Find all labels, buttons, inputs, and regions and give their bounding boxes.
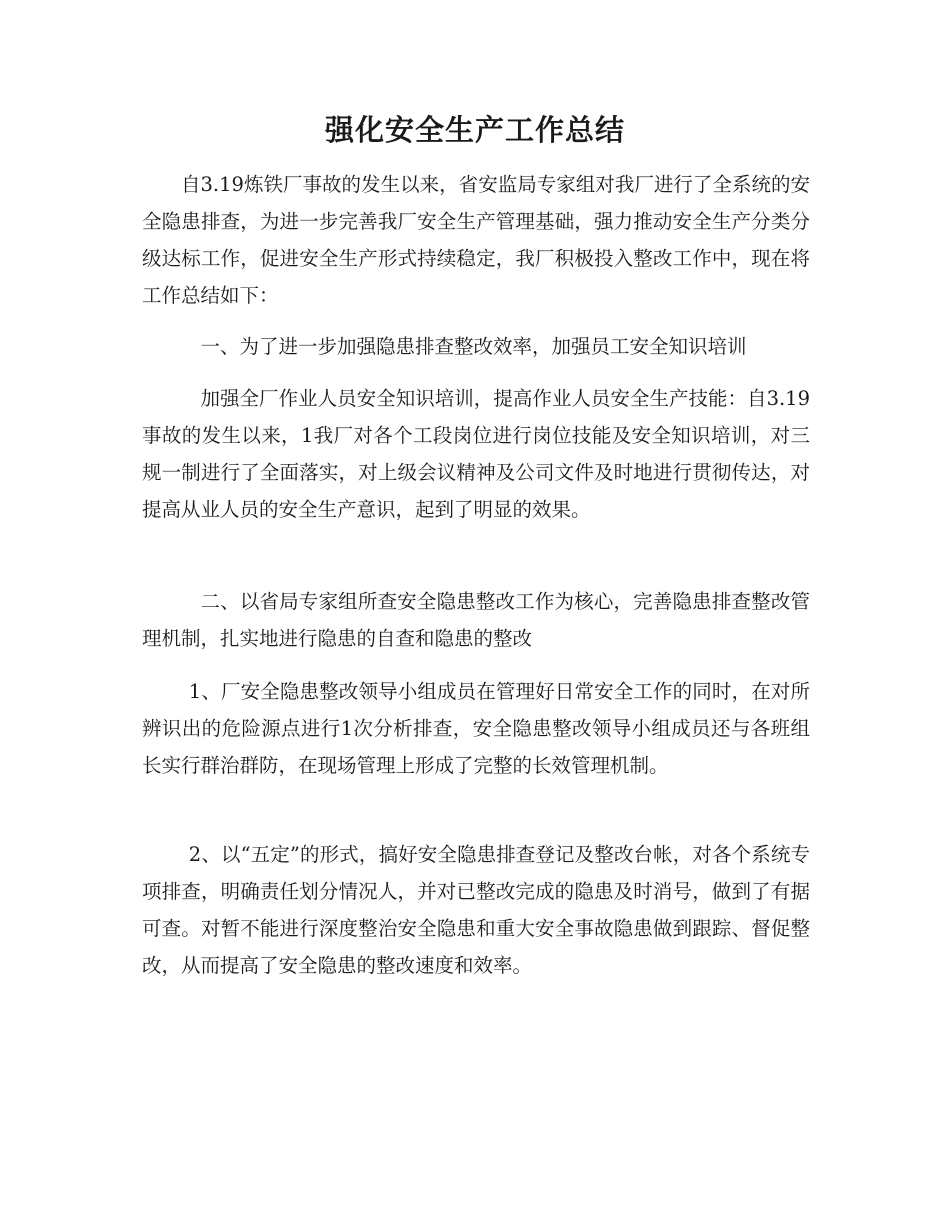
paragraph-intro: 自3.19炼铁厂事故的发生以来，省安监局专家组对我厂进行了全系统的安全隐患排查，为进一步完善我厂安全生产管理基础，强力推动安全生产分类分级达标工作，促进安全生产形式持续稳定，我厂积极投入整改工作中，现在将工作总结如下：: [142, 173, 810, 307]
paragraph-training: 加强全厂作业人员安全知识培训，提高作业人员安全生产技能：自3.19事故的发生以来，1我厂对各个工段岗位进行岗位技能及安全知识培训，对三规一制进行了全面落实，对上级会议精神及公司文件及时地进行贯彻传达，对提高从业人员的安全生产意识，起到了明显的效果。: [142, 387, 810, 521]
section-heading-2: 二、以省局专家组所查安全隐患整改工作为核心，完善隐患排查整改管理机制，扎实地进行隐患的自查和隐患的整改: [142, 590, 810, 650]
document-title: 强化安全生产工作总结: [324, 113, 625, 147]
paragraph-item-1: 1、厂安全隐患整改领导小组成员在管理好日常安全工作的同时，在对所辨识出的危险源点进行1次分析排查，安全隐患整改领导小组成员还与各班组长实行群治群防，在现场管理上形成了完整的长效管理机制。: [142, 680, 810, 777]
section-heading-1: 一、为了进一步加强隐患排查整改效率，加强员工安全知识培训: [200, 335, 747, 358]
paragraph-item-2: 2、以“五定”的形式，搞好安全隐患排查登记及整改台帐，对各个系统专项排查，明确责任划分情况人，并对已整改完成的隐患及时消号，做到了有据可查。对暂不能进行深度整治安全隐患和重大安全事故隐患做到跟踪、督促整改，从而提高了安全隐患的整改速度和效率。: [142, 843, 810, 977]
